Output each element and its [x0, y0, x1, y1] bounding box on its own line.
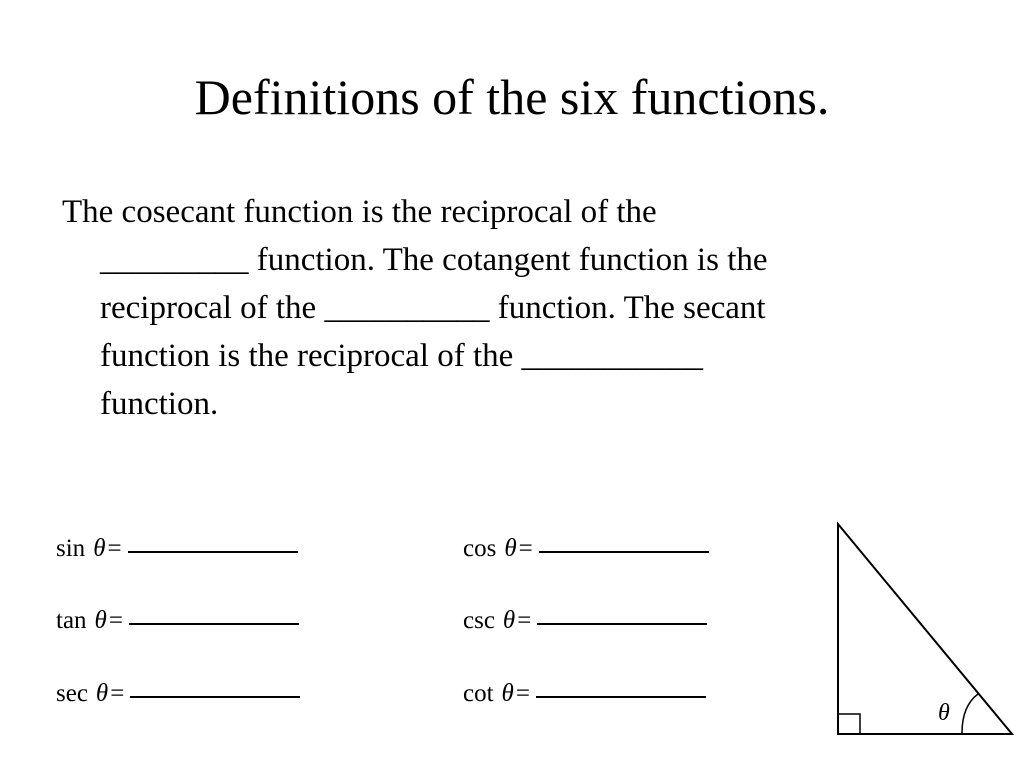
- sin-equation: [56, 534, 298, 564]
- tan-equation: [56, 606, 299, 636]
- tan-theta: θ: [94, 607, 107, 634]
- triangle-outline: [838, 524, 1012, 734]
- cos-equation: [463, 534, 709, 564]
- csc-label: csc: [463, 607, 495, 634]
- right-triangle-diagram: [834, 520, 1018, 740]
- cot-label: cot: [463, 680, 494, 707]
- cos-label: cos: [463, 535, 497, 562]
- cot-equals: =: [515, 680, 530, 707]
- fill-in-paragraph: [62, 188, 942, 428]
- slide-title: Definitions of the six functions.: [194, 69, 830, 125]
- cot-equation: [463, 679, 706, 709]
- tan-answer-blank: [129, 622, 299, 625]
- sec-theta: θ: [95, 680, 109, 707]
- tan-equals: =: [108, 607, 123, 634]
- paragraph-line-4: function is the reciprocal of the ___________: [100, 338, 704, 374]
- right-angle-marker: [838, 714, 860, 734]
- csc-equals: =: [517, 607, 532, 634]
- cos-answer-blank: [539, 550, 709, 553]
- angle-theta-label: θ: [938, 700, 950, 726]
- sin-label: sin: [56, 535, 86, 562]
- angle-arc: [962, 694, 978, 733]
- sec-label: sec: [56, 680, 88, 707]
- csc-equation: [463, 606, 707, 636]
- sec-equation: [56, 679, 300, 709]
- tan-label: tan: [56, 607, 87, 634]
- sin-answer-blank: [128, 550, 298, 553]
- cot-theta: θ: [501, 680, 514, 707]
- paragraph-line-5: function.: [100, 386, 219, 422]
- paragraph-line-2: _________ function. The cotangent function is the: [100, 242, 768, 278]
- csc-answer-blank: [537, 622, 707, 625]
- sin-equals: =: [107, 535, 122, 562]
- csc-theta: θ: [502, 607, 516, 634]
- paragraph-line-1: The cosecant function is the reciprocal of the: [62, 194, 657, 230]
- paragraph-line-3: reciprocal of the __________ function. The secant: [100, 290, 766, 326]
- cos-equals: =: [518, 535, 533, 562]
- sec-equals: =: [110, 680, 125, 707]
- cos-theta: θ: [504, 535, 517, 562]
- sec-answer-blank: [130, 695, 300, 698]
- sin-theta: θ: [93, 535, 106, 562]
- cot-answer-blank: [536, 695, 706, 698]
